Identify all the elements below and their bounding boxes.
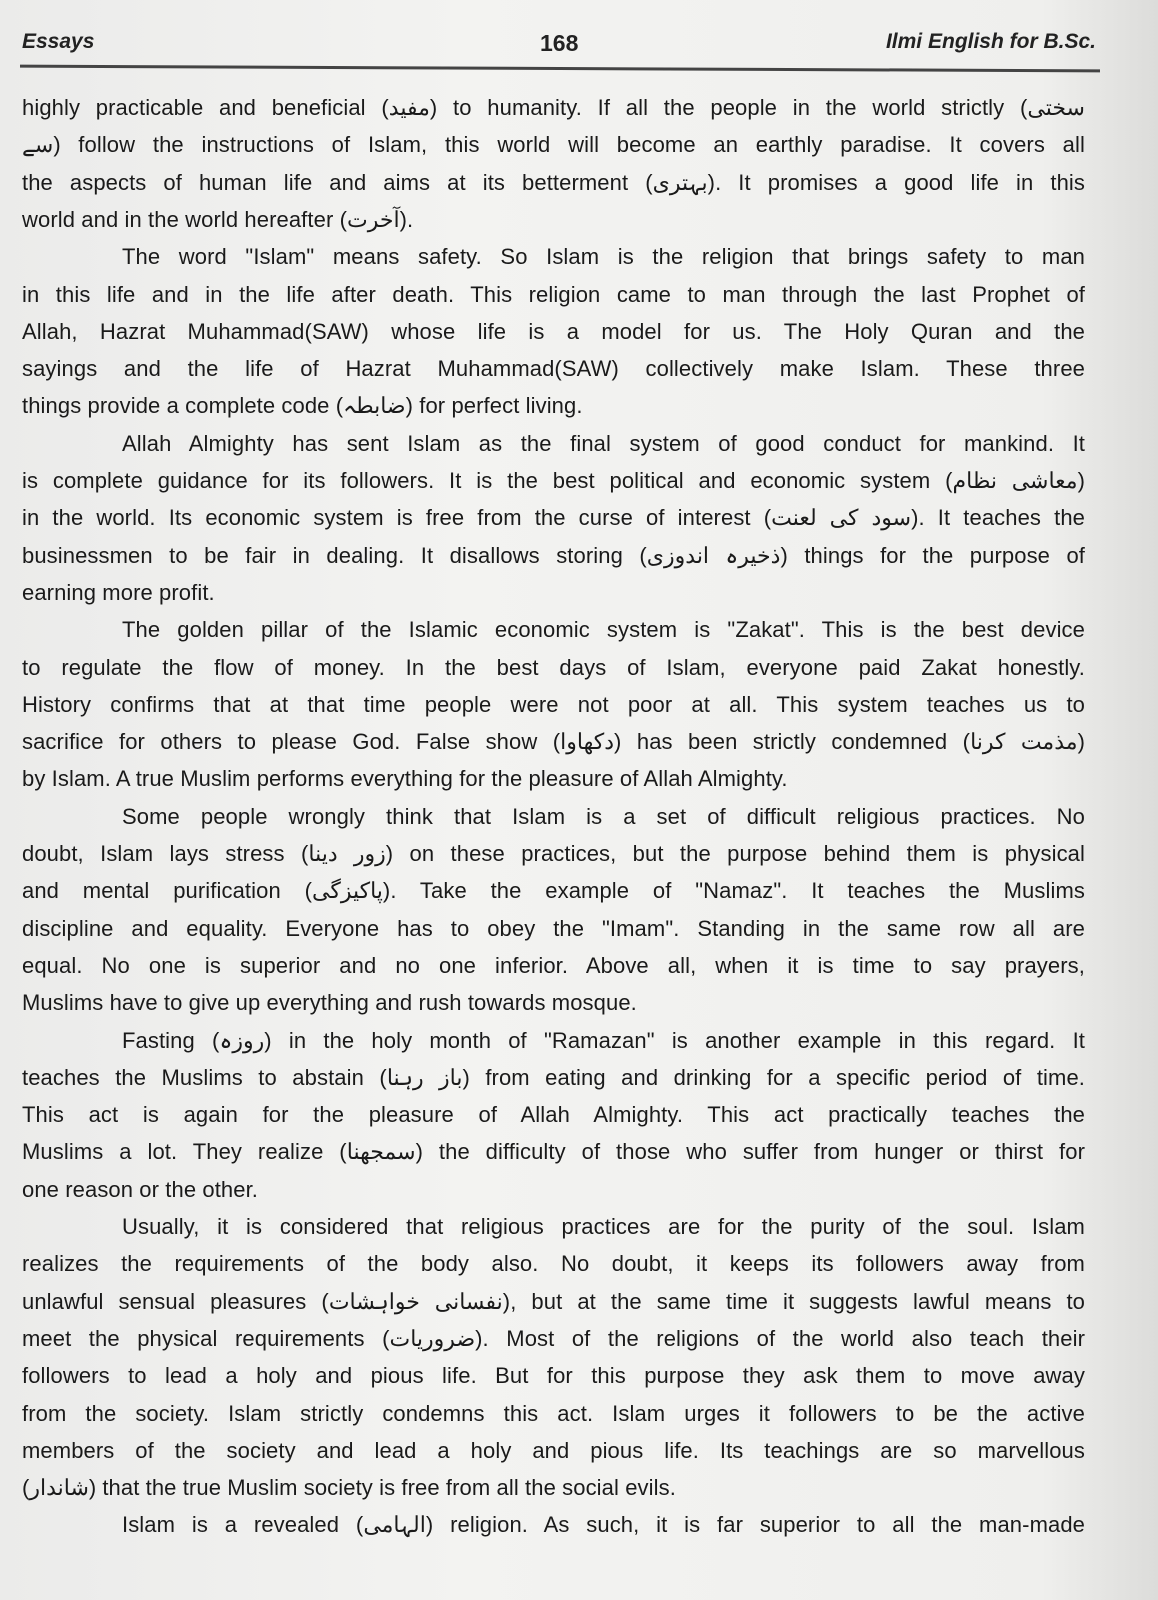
text-line: Allah Almighty has sent Islam as the final system of good conduct for mankind. It bbox=[122, 430, 1085, 456]
text-line: Allah, Hazrat Muhammad(SAW) whose life is a model for us. The Holy Quran and the bbox=[22, 318, 1085, 344]
text-line: from the society. Islam strictly condemns this act. Islam urges it followers to be the active bbox=[22, 1400, 1085, 1426]
text-line: Muslims have to give up everything and rush towards mosque. bbox=[22, 990, 637, 1016]
text-line: by Islam. A true Muslim performs everything for the pleasure of Allah Almighty. bbox=[22, 766, 788, 792]
text-line: highly practicable and beneficial (مفید) to humanity. If all the people in the world strictly (سختی bbox=[22, 95, 1085, 120]
text-line: unlawful sensual pleasures (نفسانی خواہشات), but at the same time it suggests lawful means to bbox=[22, 1288, 1085, 1314]
text-line: sayings and the life of Hazrat Muhammad(SAW) collectively make Islam. These three bbox=[22, 356, 1085, 382]
text-line: businessmen to be fair in dealing. It disallows storing (ذخیرہ اندوزی) things for the purpose of bbox=[22, 542, 1085, 568]
text-line: sacrifice for others to please God. False show (دکھاوا) has been strictly condemned (مذمت کرنا) bbox=[22, 729, 1085, 755]
text-line: Some people wrongly think that Islam is a set of difficult religious practices. No bbox=[122, 803, 1085, 829]
text-line: سے) follow the instructions of Islam, this world will become an earthly paradise. It covers all bbox=[22, 132, 1085, 158]
text-line: world and in the world hereafter (آخرت). bbox=[22, 206, 414, 232]
text-line: in this life and in the life after death. This religion came to man through the last Prophet of bbox=[22, 281, 1085, 307]
text-line: Fasting (روزہ) in the holy month of "Ramazan" is another example in this regard. It bbox=[122, 1027, 1085, 1053]
text-line: Usually, it is considered that religious practices are for the purity of the soul. Islam bbox=[122, 1214, 1085, 1239]
text-line: equal. No one is superior and no one inferior. Above all, when it is time to say prayers, bbox=[22, 952, 1085, 978]
text-line: the aspects of human life and aims at its betterment (بہتری). It promises a good life in this bbox=[22, 169, 1085, 195]
text-line: Islam is a revealed (الہامی) religion. As such, it is far superior to all the man-made bbox=[122, 1512, 1086, 1538]
running-header-book-title: Ilmi English for B.Sc. bbox=[885, 30, 1096, 53]
text-line: is complete guidance for its followers. It is the best political and economic system (معاشی نظام) bbox=[22, 468, 1086, 493]
running-header-section: Essays bbox=[22, 30, 95, 53]
text-line: (شاندار) that the true Muslim society is free from all the social evils. bbox=[22, 1475, 676, 1501]
text-line: one reason or the other. bbox=[22, 1176, 259, 1202]
text-line: followers to lead a holy and pious life. But for this purpose they ask them to move away bbox=[22, 1363, 1085, 1389]
text-line: meet the physical requirements (ضروریات). Most of the religions of the world also teach their bbox=[22, 1325, 1085, 1351]
text-line: The word "Islam" means safety. So Islam is the religion that brings safety to man bbox=[122, 244, 1085, 270]
text-line: doubt, Islam lays stress (زور دینا) on these practices, but the purpose behind them is physical bbox=[22, 841, 1086, 866]
text-line: This act is again for the pleasure of Allah Almighty. This act practically teaches the bbox=[22, 1102, 1085, 1128]
header-rule bbox=[20, 65, 1100, 73]
text-line: things provide a complete code (ضابطہ) for perfect living. bbox=[22, 393, 583, 419]
text-line: discipline and equality. Everyone has to obey the "Imam". Standing in the same row all are bbox=[22, 915, 1085, 941]
text-line: and mental purification (پاکیزگی). Take the example of "Namaz". It teaches the Muslims bbox=[22, 878, 1085, 904]
text-line: to regulate the flow of money. In the best days of Islam, everyone paid Zakat honestly. bbox=[22, 654, 1085, 680]
text-line: realizes the requirements of the body also. No doubt, it keeps its followers away from bbox=[22, 1251, 1085, 1277]
text-line: Muslims a lot. They realize (سمجھنا) the difficulty of those who suffer from hunger or thirst for bbox=[22, 1139, 1085, 1165]
text-line: History confirms that at that time people were not poor at all. This system teaches us to bbox=[22, 691, 1085, 717]
page-number: 168 bbox=[540, 30, 579, 56]
text-line: earning more profit. bbox=[22, 579, 215, 605]
text-line: members of the society and lead a holy and pious life. Its teachings are so marvellous bbox=[22, 1437, 1085, 1463]
text-line: teaches the Muslims to abstain (باز رہنا) from eating and drinking for a specific period of time. bbox=[22, 1064, 1085, 1090]
text-line: The golden pillar of the Islamic economic system is "Zakat". This is the best device bbox=[122, 617, 1085, 643]
text-line: in the world. Its economic system is free from the curse of interest (سود کی لعنت). It teaches the bbox=[22, 505, 1085, 531]
